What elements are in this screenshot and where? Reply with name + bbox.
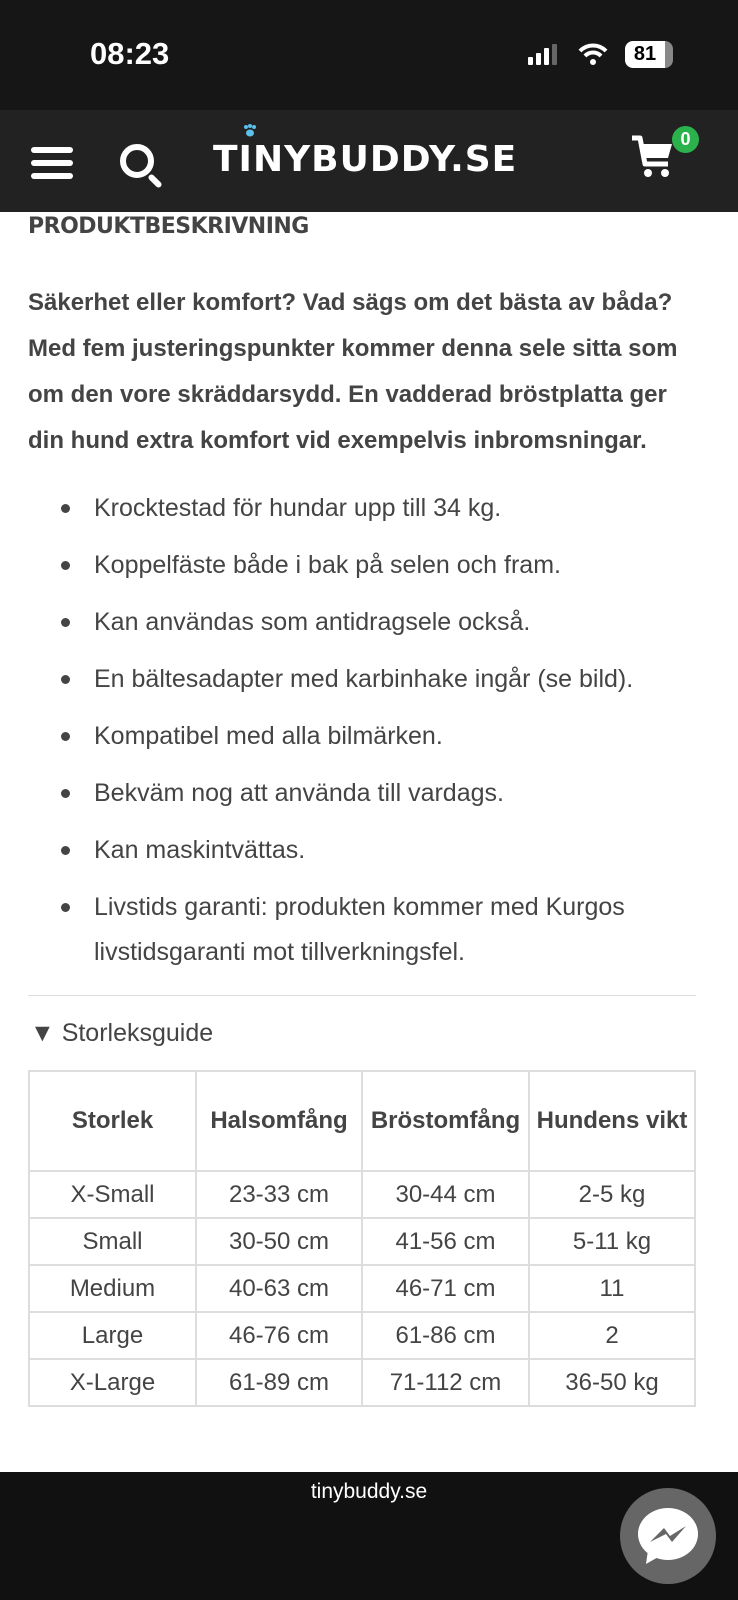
- divider: [28, 995, 696, 996]
- messenger-icon: [636, 1506, 700, 1566]
- table-cell: 11: [529, 1265, 695, 1312]
- table-cell: 40-63 cm: [196, 1265, 362, 1312]
- cart-icon[interactable]: [630, 134, 676, 180]
- table-cell: Medium: [29, 1265, 196, 1312]
- table-cell: 61-86 cm: [362, 1312, 529, 1359]
- header-cell: Hundens vikt: [529, 1071, 695, 1171]
- header-cell: Storlek: [29, 1071, 196, 1171]
- size-guide-toggle[interactable]: ▼ Storleksguide: [30, 1019, 214, 1047]
- table-cell: 46-71 cm: [362, 1265, 529, 1312]
- list-item: Bekväm nog att använda till vardags.: [28, 771, 696, 816]
- header-cell: Halsomfång: [196, 1071, 362, 1171]
- section-title: PRODUKTBESKRIVNING: [28, 214, 309, 239]
- table-row: [29, 1171, 695, 1218]
- table-cell: Large: [29, 1312, 196, 1359]
- table-row: [29, 1312, 695, 1359]
- table-cell: 2: [529, 1312, 695, 1359]
- list-item: Kan användas som antidragsele också.: [28, 600, 696, 645]
- table-cell: 71-112 cm: [362, 1359, 529, 1406]
- list-item: Koppelfäste både i bak på selen och fram.: [28, 543, 696, 588]
- site-logo[interactable]: TINYBUDDY.SE: [213, 139, 518, 180]
- search-icon[interactable]: [120, 144, 154, 178]
- list-item: Kan maskintvättas.: [28, 828, 696, 873]
- feature-list: [28, 486, 696, 975]
- menu-icon[interactable]: [31, 147, 73, 186]
- list-item: Livstids garanti: produkten kommer med Kurgos livstidsgaranti mot tillverkningsfel.: [28, 885, 696, 975]
- table-row: [29, 1218, 695, 1265]
- table-cell: 41-56 cm: [362, 1218, 529, 1265]
- table-cell: 23-33 cm: [196, 1171, 362, 1218]
- list-item: Kompatibel med alla bilmärken.: [28, 714, 696, 759]
- size-table: [28, 1070, 696, 1407]
- table-cell: 2-5 kg: [529, 1171, 695, 1218]
- intro-text: Säkerhet eller komfort? Vad sägs om det bästa av båda? Med fem justeringspunkter kommer denna sele sitta som om den vore skräddarsydd. En vadderad bröstplatta ger din hund extra komfort vid exempelvis inbromsningar.: [28, 289, 678, 454]
- table-cell: 30-50 cm: [196, 1218, 362, 1265]
- status-bar: [0, 0, 738, 110]
- table-cell: X-Small: [29, 1171, 196, 1218]
- signal-icon: [528, 44, 557, 65]
- paw-icon: [243, 124, 257, 137]
- product-description: [28, 212, 696, 1407]
- table-cell: Small: [29, 1218, 196, 1265]
- table-header: [29, 1071, 695, 1171]
- url-text: tinybuddy.se: [310, 1480, 428, 1503]
- list-item: Krocktestad för hundar upp till 34 kg.: [28, 486, 696, 531]
- list-item: En bältesadapter med karbinhake ingår (se bild).: [28, 657, 696, 702]
- table-cell: X-Large: [29, 1359, 196, 1406]
- table-cell: 36-50 kg: [529, 1359, 695, 1406]
- wifi-icon: [578, 42, 608, 66]
- clock: 08:23: [90, 36, 170, 71]
- table-cell: 30-44 cm: [362, 1171, 529, 1218]
- table-row: [29, 1359, 695, 1406]
- battery-icon: 81: [625, 41, 673, 68]
- table-row: [29, 1265, 695, 1312]
- cart-count-badge: 0: [672, 126, 699, 153]
- header-cell: Bröstomfång: [362, 1071, 529, 1171]
- table-cell: 5-11 kg: [529, 1218, 695, 1265]
- table-cell: 46-76 cm: [196, 1312, 362, 1359]
- messenger-chat-button[interactable]: [620, 1488, 716, 1584]
- table-cell: 61-89 cm: [196, 1359, 362, 1406]
